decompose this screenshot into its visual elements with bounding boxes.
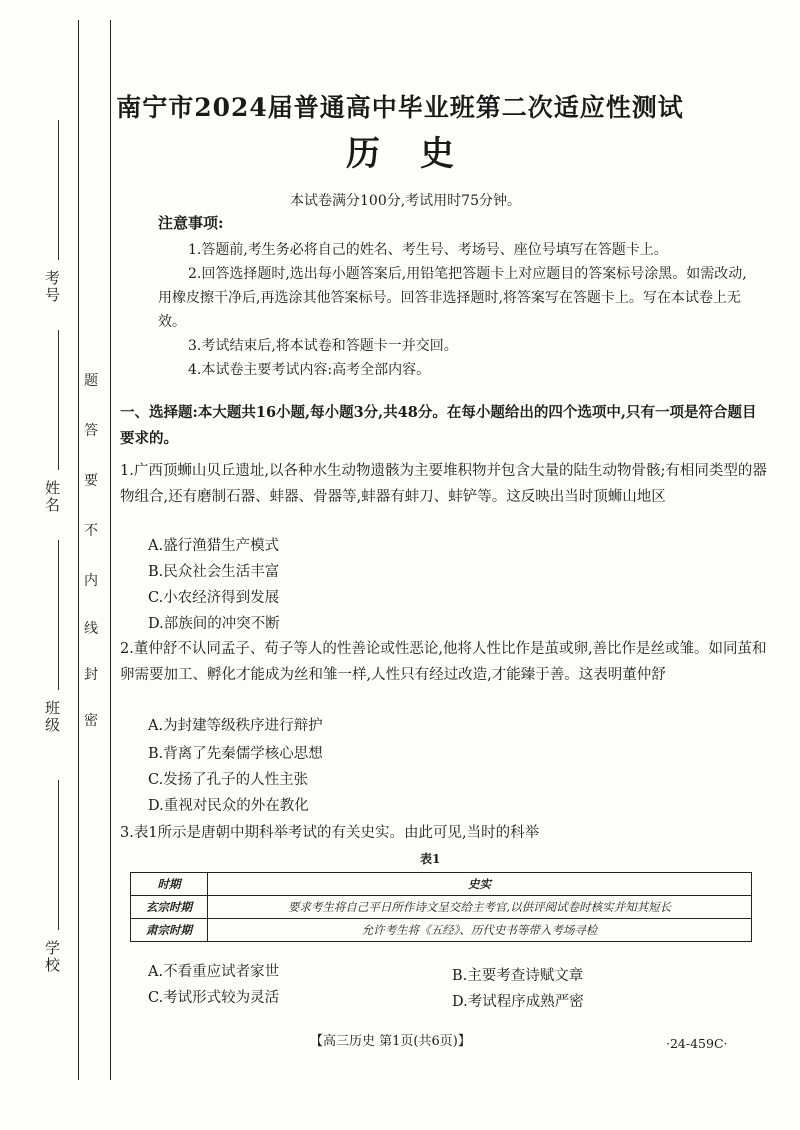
exam-title: 南宁市2024届普通高中毕业班第二次适应性测试 bbox=[116, 93, 684, 122]
school-blank bbox=[58, 780, 59, 930]
binding-line bbox=[78, 20, 79, 1080]
page-footer: 【高三历史 第1页(共6页)】 bbox=[310, 1034, 471, 1049]
option: C.小农经济得到发展 bbox=[148, 590, 280, 606]
option: B.背离了先秦儒学核心思想 bbox=[148, 746, 323, 762]
name-blank bbox=[58, 330, 59, 470]
seal-char: 内 bbox=[84, 573, 98, 589]
table-header-row bbox=[131, 873, 752, 896]
option: C.考试形式较为灵活 bbox=[148, 990, 280, 1006]
option: B.主要考查诗赋文章 bbox=[452, 968, 584, 984]
question-stem: 1.广西顶蛳山贝丘遗址,以各种水生动物遗骸为主要堆积物并包含大量的陆生动物骨骸;有相同类型的器物组合,还有磨制石器、蚌器、骨器等,蚌器有蚌刀、蚌铲等。这反映出当时顶蛳山地区 bbox=[120, 463, 767, 505]
history-table bbox=[130, 872, 752, 942]
table-row bbox=[131, 896, 752, 919]
class-blank bbox=[58, 540, 59, 690]
class-label: 班级 bbox=[43, 700, 61, 734]
option: B.民众社会生活丰富 bbox=[148, 564, 280, 580]
table-header-cell: 时期 bbox=[131, 873, 208, 896]
table-cell: 肃宗时期 bbox=[131, 919, 208, 942]
exam-number-label: 考号 bbox=[43, 270, 61, 304]
table-caption: 表1 bbox=[420, 852, 441, 866]
name-label: 姓名 bbox=[43, 480, 61, 514]
note-item: 1.答题前,考生务必将自己的姓名、考生号、考场号、座位号填写在答题卡上。 bbox=[188, 242, 668, 258]
option: A.为封建等级秩序进行辩护 bbox=[148, 718, 323, 734]
subject-title: 历史 bbox=[346, 134, 494, 174]
seal-char: 封 bbox=[84, 667, 98, 683]
table-cell: 玄宗时期 bbox=[131, 896, 208, 919]
table-header-cell: 史实 bbox=[208, 873, 752, 896]
table-row bbox=[131, 919, 752, 942]
seal-char: 要 bbox=[84, 473, 98, 489]
option: D.部族间的冲突不断 bbox=[148, 616, 280, 632]
paper-code: ·24-459C· bbox=[666, 1036, 728, 1051]
seal-char: 密 bbox=[84, 713, 98, 729]
table-cell: 允许考生将《五经》、历代史书等带入考场寻检 bbox=[208, 919, 752, 942]
seal-char: 线 bbox=[84, 621, 98, 637]
option: A.盛行渔猎生产模式 bbox=[148, 538, 280, 554]
table-cell: 要求考生将自己平日所作诗文呈交给主考官,以供评阅试卷时核实并知其短长 bbox=[208, 896, 752, 919]
school-label: 学校 bbox=[43, 940, 61, 974]
section-heading: 一、选择题:本大题共16小题,每小题3分,共48分。在每小题给出的四个选项中,只有一项是符合题目要求的。 bbox=[120, 404, 757, 447]
seal-char: 题 bbox=[84, 373, 98, 389]
option: D.重视对民众的外在教化 bbox=[148, 798, 309, 814]
binding-line-outer bbox=[110, 20, 111, 1080]
seal-char: 不 bbox=[84, 523, 98, 539]
exam-info: 本试卷满分100分,考试用时75分钟。 bbox=[290, 193, 521, 209]
seal-char: 答 bbox=[84, 423, 98, 439]
note-item: 2.回答选择题时,选出每小题答案后,用铅笔把答题卡上对应题目的答案标号涂黑。如需改动,用橡皮擦干净后,再选涂其他答案标号。回答非选择题时,将答案写在答题卡上。写在本试卷上无效。 bbox=[158, 266, 747, 330]
question-stem: 3.表1所示是唐朝中期科举考试的有关史实。由此可见,当时的科举 bbox=[120, 825, 540, 841]
note-item: 4.本试卷主要考试内容:高考全部内容。 bbox=[188, 362, 431, 378]
question-stem: 2.董仲舒不认同孟子、荀子等人的性善论或性恶论,他将人性比作是茧或卵,善比作是丝或雏。如同茧和卵需要加工、孵化才能成为丝和雏一样,人性只有经过改造,才能臻于善。这表明董仲舒 bbox=[120, 641, 767, 683]
note-item: 3.考试结束后,将本试卷和答题卡一并交回。 bbox=[188, 338, 458, 354]
option: D.考试程序成熟严密 bbox=[452, 994, 584, 1010]
option: C.发扬了孔子的人性主张 bbox=[148, 772, 309, 788]
option: A.不看重应试者家世 bbox=[148, 964, 280, 980]
notes-heading: 注意事项: bbox=[158, 214, 224, 232]
